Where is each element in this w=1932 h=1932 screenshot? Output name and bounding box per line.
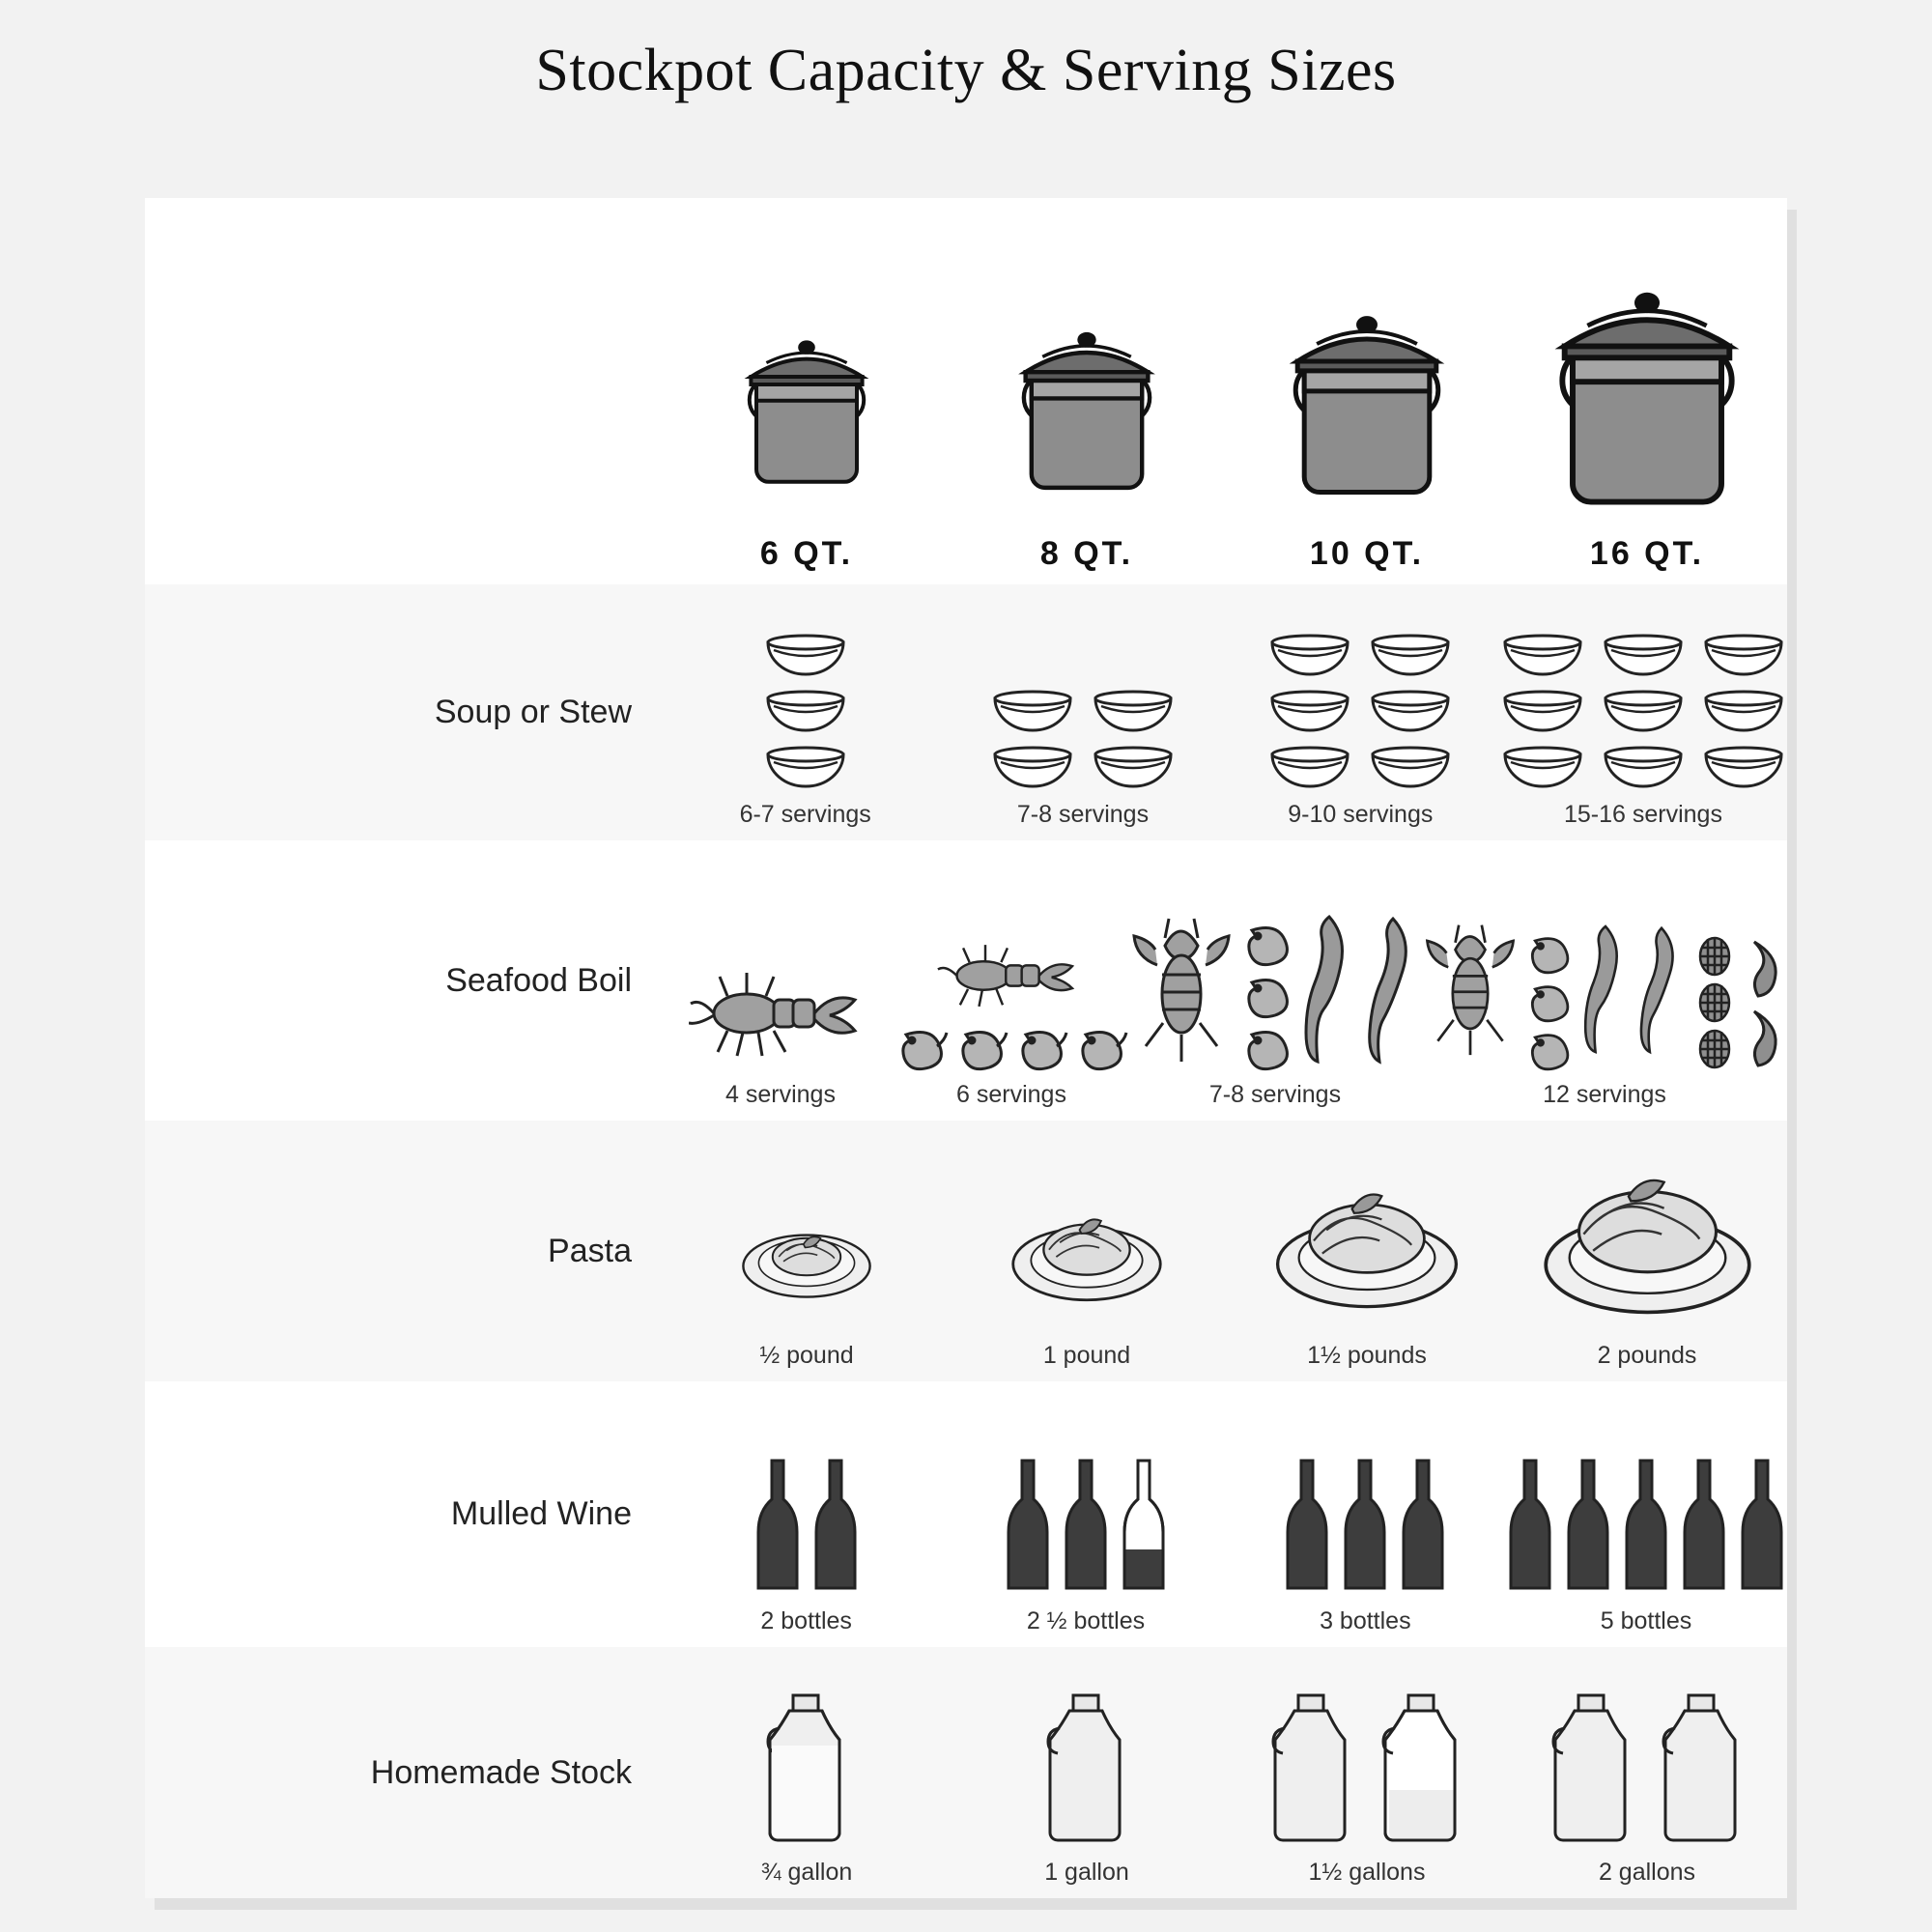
row-soup-or-stew [145, 584, 1787, 840]
row-pasta [145, 1121, 1787, 1381]
wine-bottle-icon [753, 1453, 803, 1598]
crab-leg-icon [1636, 907, 1687, 1071]
crab-leg-icon [1580, 907, 1631, 1071]
jug-icon [1265, 1690, 1358, 1849]
bowl-icon [1367, 741, 1454, 791]
wine-bottle-icon [1282, 1453, 1332, 1598]
pasta-caption: 2 pounds [1597, 1342, 1697, 1369]
soup-cell-3 [1499, 584, 1787, 840]
stock-caption: 1½ gallons [1308, 1859, 1426, 1886]
sausage-icon [1743, 1004, 1787, 1071]
pasta-cell-2 [1227, 1121, 1507, 1381]
bowl-icon [1700, 741, 1787, 791]
pot-cell-1 [947, 198, 1227, 584]
jug-group [1265, 1690, 1468, 1849]
corn-icon [1692, 934, 1737, 979]
jug-group [1040, 1690, 1133, 1849]
wine-bottle-icon [1737, 1453, 1787, 1598]
bowl-icon [1367, 629, 1454, 679]
jug-icon [1040, 1690, 1133, 1849]
wine-bottle-icon [1505, 1453, 1555, 1598]
shrimp-icon [895, 1021, 949, 1071]
stock-cell-3 [1507, 1647, 1787, 1898]
row-pot-sizes [145, 198, 1787, 584]
jug-half-icon [1376, 1690, 1468, 1849]
wine-cell-3 [1505, 1381, 1787, 1647]
corn-icon [1692, 980, 1737, 1025]
wine-bottle-icon [810, 1453, 861, 1598]
bowl-icon [1266, 741, 1353, 791]
shrimp-icon [1240, 1021, 1294, 1071]
wine-bottle-icon [1621, 1453, 1671, 1598]
bowl-icon [1499, 629, 1586, 679]
wine-group [1505, 1453, 1787, 1598]
lobster-icon [1128, 907, 1235, 1071]
pot-size-label: 6 QT. [759, 535, 854, 572]
wine-caption: 5 bottles [1600, 1607, 1692, 1634]
crab-leg-icon [1364, 907, 1422, 1071]
bowl-icon [1700, 685, 1787, 735]
stockpot-icon [976, 278, 1198, 529]
soup-caption: 7-8 servings [1016, 801, 1150, 828]
jug-group [1546, 1690, 1748, 1849]
stockpot-icon [700, 278, 913, 529]
wine-group [1282, 1453, 1448, 1598]
row-label-wine: Mulled Wine [450, 1495, 632, 1532]
stock-caption: ¾ gallon [760, 1859, 853, 1886]
bowl-icon [762, 629, 849, 679]
pasta-plate-icon [1529, 1168, 1766, 1332]
seafood-caption: 12 servings [1543, 1081, 1666, 1108]
wine-bottle-icon [1003, 1453, 1053, 1598]
bowl-icon [1499, 685, 1586, 735]
pasta-caption: 1½ pounds [1307, 1342, 1427, 1369]
shrimp-icon [1240, 969, 1294, 1019]
seafood-cell-3 [1422, 840, 1787, 1121]
bowl-icon [1090, 685, 1177, 735]
wine-group [1003, 1453, 1169, 1598]
bowl-icon [1499, 741, 1586, 791]
bowl-icon [1367, 685, 1454, 735]
soup-cell-2 [1222, 584, 1499, 840]
bowl-group [1266, 629, 1454, 791]
lobster-icon [915, 932, 1108, 1019]
row-label-pasta: Pasta [548, 1232, 632, 1269]
lobster-icon [689, 955, 872, 1071]
seafood-cell-1 [895, 840, 1128, 1121]
seafood-caption: 7-8 servings [1208, 1081, 1342, 1108]
pasta-plate-icon [985, 1182, 1188, 1332]
shrimp-icon [1014, 1021, 1068, 1071]
seafood-group [689, 955, 872, 1071]
wine-bottle-icon [1061, 1453, 1111, 1598]
bowl-icon [1600, 629, 1687, 679]
stock-cell-0 [667, 1647, 947, 1898]
bowl-group [762, 629, 849, 791]
pasta-cell-3 [1507, 1121, 1787, 1381]
seafood-cell-2 [1128, 840, 1422, 1121]
stock-caption: 1 gallon [1044, 1859, 1129, 1886]
pasta-plate-icon [710, 1187, 903, 1332]
seafood-group [1422, 907, 1787, 1071]
pasta-cell-1 [947, 1121, 1227, 1381]
row-homemade-stock [145, 1647, 1787, 1898]
shrimp-icon [1524, 1025, 1575, 1071]
shrimp-icon [1524, 977, 1575, 1023]
shrimp-icon [1074, 1021, 1128, 1071]
pot-cell-2 [1227, 198, 1507, 584]
shrimp-icon [954, 1021, 1009, 1071]
wine-bottle-icon [1679, 1453, 1729, 1598]
wine-caption: 2 ½ bottles [1026, 1607, 1146, 1634]
wine-cell-1 [946, 1381, 1225, 1647]
seafood-group [1128, 907, 1422, 1071]
row-seafood-boil [145, 840, 1787, 1121]
wine-bottle-half-icon [1119, 1453, 1169, 1598]
soup-caption: 6-7 servings [739, 801, 871, 828]
seafood-group [895, 932, 1128, 1071]
bowl-icon [1600, 685, 1687, 735]
chart-card [145, 198, 1787, 1898]
pasta-caption: ½ pound [759, 1342, 854, 1369]
shrimp-icon [1524, 928, 1575, 975]
pasta-caption: 1 pound [1042, 1342, 1131, 1369]
jug-icon [1546, 1690, 1638, 1849]
bowl-group [989, 685, 1177, 791]
row-mulled-wine [145, 1381, 1787, 1647]
pot-cell-3 [1507, 198, 1787, 584]
lobster-icon [1422, 907, 1519, 1071]
seafood-cell-0 [667, 840, 895, 1121]
wine-bottle-icon [1563, 1453, 1613, 1598]
bowl-icon [1600, 741, 1687, 791]
wine-caption: 2 bottles [760, 1607, 852, 1634]
jug-group [760, 1690, 853, 1849]
sausage-icon [1743, 934, 1787, 1002]
wine-caption: 3 bottles [1320, 1607, 1411, 1634]
jug-icon [760, 1690, 853, 1849]
page-title: Stockpot Capacity & Serving Sizes [535, 38, 1397, 103]
bowl-icon [989, 741, 1076, 791]
wine-bottle-icon [1340, 1453, 1390, 1598]
row-label-empty [145, 198, 667, 584]
wine-cell-0 [667, 1381, 946, 1647]
pot-size-label: 16 QT. [1589, 535, 1705, 572]
stockpot-icon [1251, 269, 1483, 529]
pasta-cell-0 [667, 1121, 947, 1381]
stock-cell-1 [947, 1647, 1227, 1898]
wine-cell-2 [1226, 1381, 1505, 1647]
row-label-stock: Homemade Stock [370, 1753, 632, 1791]
seafood-caption: 4 servings [725, 1081, 836, 1108]
pot-size-label: 8 QT. [1039, 535, 1134, 572]
bowl-icon [989, 685, 1076, 735]
bowl-icon [1266, 685, 1353, 735]
row-label-soup: Soup or Stew [434, 694, 632, 730]
seafood-caption: 6 servings [956, 1081, 1066, 1108]
row-label-seafood: Seafood Boil [445, 961, 632, 999]
bowl-icon [762, 685, 849, 735]
pot-cells [667, 198, 1787, 584]
bowl-icon [1700, 629, 1787, 679]
wine-group [753, 1453, 861, 1598]
pasta-plate-icon [1256, 1173, 1478, 1332]
soup-cell-1 [944, 584, 1221, 840]
soup-caption: 9-10 servings [1288, 801, 1434, 828]
crab-leg-icon [1300, 907, 1358, 1071]
pot-cell-0 [667, 198, 947, 584]
stockpot-icon [1521, 259, 1773, 529]
corn-icon [1692, 1027, 1737, 1071]
jug-icon [1656, 1690, 1748, 1849]
soup-caption: 15-16 servings [1563, 801, 1722, 828]
wine-bottle-icon [1398, 1453, 1448, 1598]
bowl-group [1499, 629, 1787, 791]
bowl-icon [1266, 629, 1353, 679]
pot-size-label: 10 QT. [1309, 535, 1425, 572]
shrimp-icon [1240, 917, 1294, 967]
bowl-icon [1090, 741, 1177, 791]
stock-caption: 2 gallons [1598, 1859, 1696, 1886]
soup-cell-0 [667, 584, 944, 840]
bowl-icon [762, 741, 849, 791]
stock-cell-2 [1227, 1647, 1507, 1898]
